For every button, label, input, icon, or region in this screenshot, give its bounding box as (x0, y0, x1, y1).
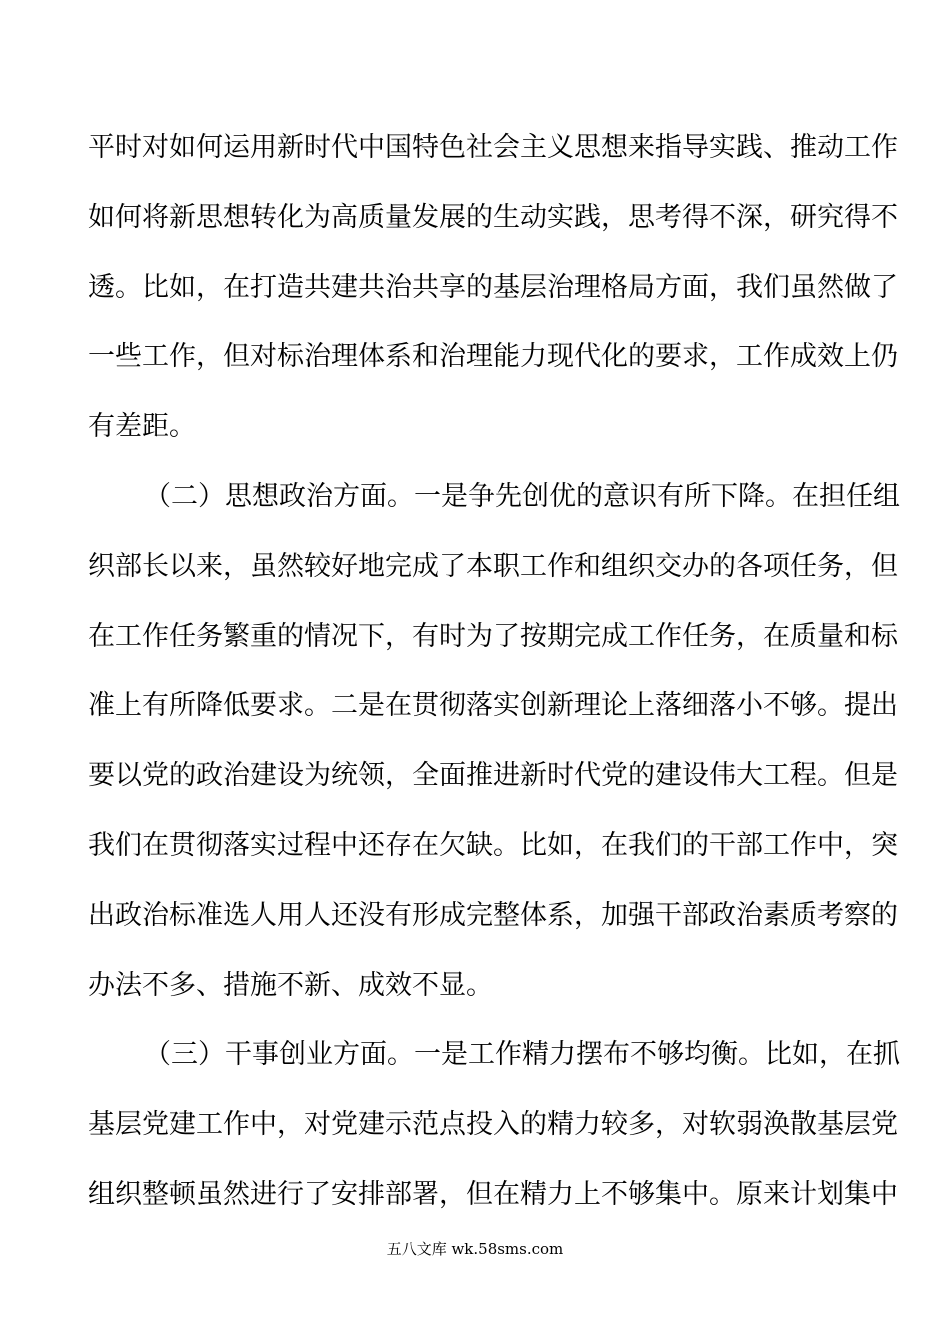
text-line: 准上有所降低要求。二是在贯彻落实创新理论上落细落小不够。提出 (88, 690, 898, 722)
text-line: 透。比如，在打造共建共治共享的基层治理格局方面，我们虽然做了 (88, 271, 898, 303)
text-line: 一些工作，但对标治理体系和治理能力现代化的要求，工作成效上仍 (88, 341, 898, 373)
text-line: 办法不多、措施不新、成效不显。 (88, 969, 493, 1001)
page-footer: 五八文库 wk.58sms.com (386, 1240, 564, 1258)
text-line: 如何将新思想转化为高质量发展的生动实践，思考得不深，研究得不 (88, 201, 898, 233)
text-line: 出政治标准选人用人还没有形成完整体系，加强干部政治素质考察的 (88, 899, 898, 931)
text-line: 组织整顿虽然进行了安排部署，但在精力上不够集中。原来计划集中 (88, 1178, 898, 1210)
text-line: 平时对如何运用新时代中国特色社会主义思想来指导实践、推动工作 (88, 132, 898, 163)
text-line: 有差距。 (88, 411, 196, 443)
text-line: （二）思想政治方面。一是争先创优的意识有所下降。在担任组 (144, 480, 900, 512)
text-line: 在工作任务繁重的情况下，有时为了按期完成工作任务，在质量和标 (88, 620, 898, 652)
document-body (88, 113, 900, 1230)
text-line: 我们在贯彻落实过程中还存在欠缺。比如，在我们的干部工作中，突 (88, 829, 898, 861)
text-line: （三）干事创业方面。一是工作精力摆布不够均衡。比如，在抓 (144, 1039, 900, 1071)
text-line: 织部长以来，虽然较好地完成了本职工作和组织交办的各项任务，但 (88, 550, 898, 582)
text-line: 要以党的政治建设为统领，全面推进新时代党的建设伟大工程。但是 (88, 760, 898, 792)
text-line: 基层党建工作中，对党建示范点投入的精力较多，对软弱涣散基层党 (88, 1109, 898, 1141)
